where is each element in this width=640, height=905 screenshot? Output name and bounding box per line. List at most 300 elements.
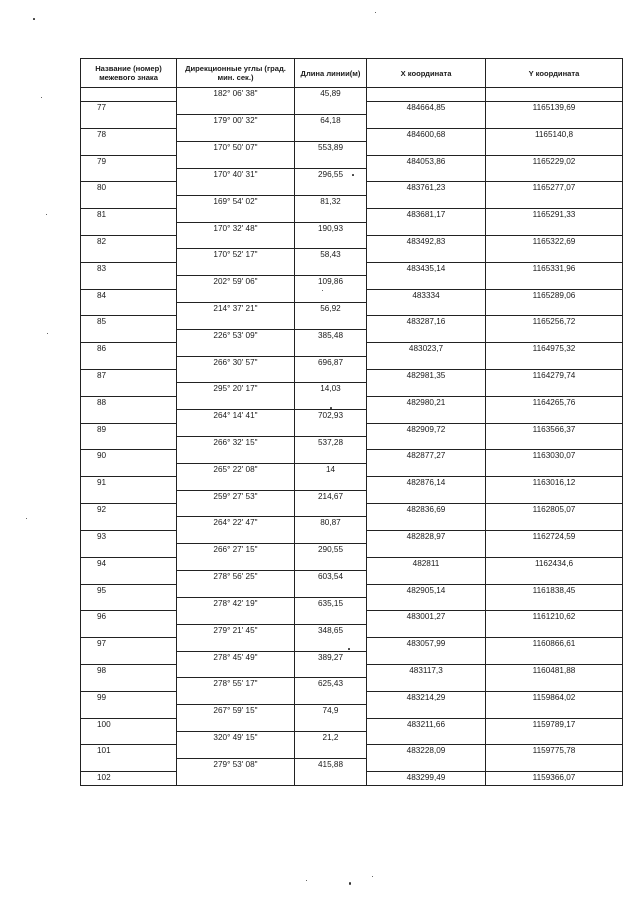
line-length-cell: 603,54 — [295, 571, 367, 584]
empty-cell — [295, 718, 367, 731]
empty-cell — [177, 316, 295, 329]
point-row — [81, 477, 623, 490]
empty-cell — [81, 88, 177, 102]
empty-cell — [486, 490, 623, 503]
line-length-cell: 80,87 — [295, 517, 367, 530]
empty-cell — [295, 557, 367, 570]
y-coordinate-cell: 1163030,07 — [486, 450, 623, 463]
point-row — [81, 530, 623, 543]
x-coordinate-cell: 483299,49 — [367, 772, 486, 786]
segment-row — [81, 571, 623, 584]
empty-cell — [367, 463, 486, 476]
empty-cell — [486, 276, 623, 289]
table-header-row — [81, 59, 623, 88]
empty-cell — [367, 329, 486, 342]
empty-cell — [367, 276, 486, 289]
direction-angle-cell: 170° 32' 48" — [177, 222, 295, 235]
scan-speck — [375, 12, 376, 13]
point-row — [81, 316, 623, 329]
point-name-cell: 90 — [81, 450, 177, 463]
empty-cell — [367, 544, 486, 557]
point-row — [81, 584, 623, 597]
point-name-cell: 91 — [81, 477, 177, 490]
empty-cell — [177, 638, 295, 651]
empty-cell — [177, 530, 295, 543]
scan-speck — [349, 882, 351, 885]
y-coordinate-cell: 1164279,74 — [486, 370, 623, 383]
empty-cell — [295, 477, 367, 490]
x-coordinate-cell: 483117,3 — [367, 664, 486, 677]
line-length-cell: 415,88 — [295, 758, 367, 771]
line-length-cell: 696,87 — [295, 356, 367, 369]
point-name-cell: 82 — [81, 235, 177, 248]
empty-cell — [367, 115, 486, 128]
x-coordinate-cell: 484053,86 — [367, 155, 486, 168]
scan-speck — [33, 18, 35, 20]
x-coordinate-cell: 483057,99 — [367, 638, 486, 651]
empty-cell — [177, 477, 295, 490]
point-row — [81, 423, 623, 436]
x-coordinate-cell: 483334 — [367, 289, 486, 302]
header-point-name: Название (номер) межевого знака — [81, 59, 177, 88]
empty-cell — [486, 142, 623, 155]
point-name-cell: 102 — [81, 772, 177, 786]
point-name-cell: 101 — [81, 745, 177, 758]
empty-cell — [177, 745, 295, 758]
empty-cell — [177, 396, 295, 409]
scan-speck — [41, 97, 42, 98]
empty-cell — [177, 182, 295, 195]
empty-cell — [367, 758, 486, 771]
y-coordinate-cell: 1165289,06 — [486, 289, 623, 302]
empty-cell — [177, 235, 295, 248]
point-row — [81, 396, 623, 409]
empty-cell — [367, 356, 486, 369]
y-coordinate-cell: 1164265,76 — [486, 396, 623, 409]
x-coordinate-cell: 483001,27 — [367, 611, 486, 624]
empty-cell — [177, 423, 295, 436]
empty-cell — [486, 463, 623, 476]
line-length-cell: 385,48 — [295, 329, 367, 342]
empty-cell — [177, 557, 295, 570]
y-coordinate-cell: 1165140,8 — [486, 128, 623, 141]
empty-cell — [486, 356, 623, 369]
point-row — [81, 155, 623, 168]
segment-row — [81, 651, 623, 664]
empty-cell — [367, 88, 486, 102]
point-name-cell: 94 — [81, 557, 177, 570]
point-row — [81, 128, 623, 141]
y-coordinate-cell: 1165322,69 — [486, 235, 623, 248]
empty-cell — [295, 772, 367, 786]
line-length-cell: 190,93 — [295, 222, 367, 235]
y-coordinate-cell: 1159775,78 — [486, 745, 623, 758]
empty-cell — [367, 624, 486, 637]
empty-cell — [177, 450, 295, 463]
empty-cell — [367, 678, 486, 691]
empty-cell — [177, 262, 295, 275]
point-row — [81, 638, 623, 651]
x-coordinate-cell: 484664,85 — [367, 101, 486, 114]
line-length-cell: 14 — [295, 463, 367, 476]
empty-cell — [177, 289, 295, 302]
empty-cell — [295, 235, 367, 248]
empty-cell — [367, 410, 486, 423]
y-coordinate-cell: 1165256,72 — [486, 316, 623, 329]
point-name-cell: 97 — [81, 638, 177, 651]
empty-cell — [295, 316, 367, 329]
point-row — [81, 691, 623, 704]
y-coordinate-cell: 1161838,45 — [486, 584, 623, 597]
empty-cell — [367, 249, 486, 262]
empty-cell — [367, 222, 486, 235]
empty-cell — [177, 772, 295, 786]
empty-cell — [486, 329, 623, 342]
segment-row — [81, 329, 623, 342]
empty-cell — [81, 678, 177, 691]
y-coordinate-cell: 1165139,69 — [486, 101, 623, 114]
scan-speck — [46, 214, 47, 215]
y-coordinate-cell: 1165331,96 — [486, 262, 623, 275]
direction-angle-cell: 266° 32' 15" — [177, 437, 295, 450]
x-coordinate-cell: 482836,69 — [367, 504, 486, 517]
segment-row — [81, 437, 623, 450]
x-coordinate-cell: 482877,27 — [367, 450, 486, 463]
x-coordinate-cell: 482905,14 — [367, 584, 486, 597]
direction-angle-cell: 170° 50' 07" — [177, 142, 295, 155]
y-coordinate-cell: 1159789,17 — [486, 718, 623, 731]
point-name-cell: 87 — [81, 370, 177, 383]
empty-cell — [367, 168, 486, 181]
empty-cell — [486, 705, 623, 718]
direction-angle-cell: 279° 53' 08" — [177, 758, 295, 771]
direction-angle-cell: 179° 00' 32" — [177, 115, 295, 128]
segment-row — [81, 544, 623, 557]
point-row — [81, 235, 623, 248]
boundary-coordinates-table — [80, 58, 623, 786]
point-row — [81, 557, 623, 570]
empty-cell — [81, 302, 177, 315]
direction-angle-cell: 170° 40' 31" — [177, 168, 295, 181]
point-name-cell: 98 — [81, 664, 177, 677]
line-length-cell: 14,03 — [295, 383, 367, 396]
empty-cell — [81, 517, 177, 530]
line-length-cell: 56,92 — [295, 302, 367, 315]
empty-cell — [367, 383, 486, 396]
empty-cell — [81, 624, 177, 637]
direction-angle-cell: 278° 56' 25" — [177, 571, 295, 584]
line-length-cell: 21,2 — [295, 731, 367, 744]
y-coordinate-cell: 1163016,12 — [486, 477, 623, 490]
direction-angle-cell: 182° 06' 38" — [177, 88, 295, 102]
direction-angle-cell: 170° 52' 17" — [177, 249, 295, 262]
empty-cell — [81, 329, 177, 342]
empty-cell — [295, 638, 367, 651]
segment-row — [81, 490, 623, 503]
point-row — [81, 209, 623, 222]
point-name-cell: 86 — [81, 343, 177, 356]
empty-cell — [81, 115, 177, 128]
y-coordinate-cell: 1165277,07 — [486, 182, 623, 195]
point-row — [81, 745, 623, 758]
line-length-cell: 109,86 — [295, 276, 367, 289]
empty-cell — [486, 437, 623, 450]
scan-speck — [26, 518, 27, 519]
empty-cell — [295, 343, 367, 356]
empty-cell — [295, 423, 367, 436]
direction-angle-cell: 295° 20' 17" — [177, 383, 295, 396]
table-body — [81, 88, 623, 786]
x-coordinate-cell: 482811 — [367, 557, 486, 570]
empty-cell — [367, 705, 486, 718]
line-length-cell: 290,55 — [295, 544, 367, 557]
point-name-cell: 81 — [81, 209, 177, 222]
empty-cell — [295, 396, 367, 409]
header-y-coordinate: Y координата — [486, 59, 623, 88]
empty-cell — [177, 209, 295, 222]
empty-cell — [81, 410, 177, 423]
x-coordinate-cell: 483492,83 — [367, 235, 486, 248]
scan-speck — [306, 880, 307, 881]
segment-row — [81, 383, 623, 396]
empty-cell — [486, 597, 623, 610]
empty-cell — [295, 128, 367, 141]
empty-cell — [295, 504, 367, 517]
empty-cell — [81, 544, 177, 557]
empty-cell — [295, 584, 367, 597]
direction-angle-cell: 279° 21' 45" — [177, 624, 295, 637]
segment-row — [81, 276, 623, 289]
header-line-length: Длина линии(м) — [295, 59, 367, 88]
segment-row — [81, 168, 623, 181]
x-coordinate-cell: 482981,35 — [367, 370, 486, 383]
empty-cell — [81, 597, 177, 610]
line-length-cell: 74,9 — [295, 705, 367, 718]
segment-row — [81, 222, 623, 235]
line-length-cell: 389,27 — [295, 651, 367, 664]
empty-cell — [295, 691, 367, 704]
empty-cell — [486, 678, 623, 691]
empty-cell — [486, 544, 623, 557]
empty-cell — [295, 530, 367, 543]
point-name-cell: 78 — [81, 128, 177, 141]
point-row — [81, 182, 623, 195]
x-coordinate-cell: 483023,7 — [367, 343, 486, 356]
x-coordinate-cell: 482909,72 — [367, 423, 486, 436]
point-name-cell: 85 — [81, 316, 177, 329]
segment-row — [81, 624, 623, 637]
empty-cell — [486, 758, 623, 771]
direction-angle-cell: 278° 55' 17" — [177, 678, 295, 691]
point-name-cell: 100 — [81, 718, 177, 731]
y-coordinate-cell: 1159366,07 — [486, 772, 623, 786]
empty-cell — [295, 155, 367, 168]
direction-angle-cell: 278° 42' 19" — [177, 597, 295, 610]
point-name-cell: 80 — [81, 182, 177, 195]
line-length-cell: 296,55 — [295, 168, 367, 181]
empty-cell — [177, 691, 295, 704]
line-length-cell: 537,28 — [295, 437, 367, 450]
empty-cell — [81, 490, 177, 503]
empty-cell — [367, 195, 486, 208]
x-coordinate-cell: 483435,14 — [367, 262, 486, 275]
empty-cell — [177, 718, 295, 731]
point-name-cell: 84 — [81, 289, 177, 302]
empty-cell — [486, 651, 623, 664]
empty-cell — [81, 731, 177, 744]
empty-cell — [295, 664, 367, 677]
point-name-cell: 77 — [81, 101, 177, 114]
direction-angle-cell: 169° 54' 02" — [177, 195, 295, 208]
point-row — [81, 611, 623, 624]
empty-cell — [81, 168, 177, 181]
header-x-coordinate: X координата — [367, 59, 486, 88]
x-coordinate-cell: 482876,14 — [367, 477, 486, 490]
segment-row — [81, 302, 623, 315]
x-coordinate-cell: 483287,16 — [367, 316, 486, 329]
line-length-cell: 348,65 — [295, 624, 367, 637]
empty-cell — [81, 705, 177, 718]
point-row — [81, 718, 623, 731]
y-coordinate-cell: 1160866,61 — [486, 638, 623, 651]
empty-cell — [486, 731, 623, 744]
point-name-cell: 93 — [81, 530, 177, 543]
empty-cell — [81, 463, 177, 476]
scan-speck — [47, 333, 48, 334]
empty-cell — [295, 370, 367, 383]
point-row — [81, 450, 623, 463]
segment-row — [81, 115, 623, 128]
segment-row — [81, 88, 623, 102]
empty-cell — [177, 664, 295, 677]
y-coordinate-cell: 1165229,02 — [486, 155, 623, 168]
line-length-cell: 625,43 — [295, 678, 367, 691]
direction-angle-cell: 266° 27' 15" — [177, 544, 295, 557]
y-coordinate-cell: 1162805,07 — [486, 504, 623, 517]
empty-cell — [177, 155, 295, 168]
empty-cell — [81, 249, 177, 262]
x-coordinate-cell: 483761,23 — [367, 182, 486, 195]
direction-angle-cell: 264° 14' 41" — [177, 410, 295, 423]
empty-cell — [367, 651, 486, 664]
x-coordinate-cell: 483228,09 — [367, 745, 486, 758]
x-coordinate-cell: 482980,21 — [367, 396, 486, 409]
point-row — [81, 262, 623, 275]
point-row — [81, 504, 623, 517]
point-row — [81, 343, 623, 356]
empty-cell — [177, 343, 295, 356]
segment-row — [81, 195, 623, 208]
point-row — [81, 772, 623, 786]
empty-cell — [486, 222, 623, 235]
point-name-cell: 95 — [81, 584, 177, 597]
y-coordinate-cell: 1164975,32 — [486, 343, 623, 356]
line-length-cell: 58,43 — [295, 249, 367, 262]
line-length-cell: 635,15 — [295, 597, 367, 610]
empty-cell — [486, 88, 623, 102]
point-name-cell: 96 — [81, 611, 177, 624]
segment-row — [81, 463, 623, 476]
x-coordinate-cell: 483211,66 — [367, 718, 486, 731]
empty-cell — [177, 611, 295, 624]
point-row — [81, 370, 623, 383]
x-coordinate-cell: 484600,68 — [367, 128, 486, 141]
y-coordinate-cell: 1162434,6 — [486, 557, 623, 570]
empty-cell — [81, 758, 177, 771]
direction-angle-cell: 264° 22' 47" — [177, 517, 295, 530]
empty-cell — [486, 517, 623, 530]
x-coordinate-cell: 483681,17 — [367, 209, 486, 222]
point-row — [81, 101, 623, 114]
line-length-cell: 64,18 — [295, 115, 367, 128]
point-name-cell: 79 — [81, 155, 177, 168]
point-name-cell: 89 — [81, 423, 177, 436]
empty-cell — [177, 101, 295, 114]
direction-angle-cell: 202° 59' 06" — [177, 276, 295, 289]
empty-cell — [486, 195, 623, 208]
point-row — [81, 289, 623, 302]
segment-row — [81, 597, 623, 610]
empty-cell — [295, 611, 367, 624]
empty-cell — [295, 101, 367, 114]
empty-cell — [367, 437, 486, 450]
empty-cell — [81, 276, 177, 289]
empty-cell — [486, 571, 623, 584]
empty-cell — [295, 289, 367, 302]
x-coordinate-cell: 482828,97 — [367, 530, 486, 543]
empty-cell — [295, 450, 367, 463]
line-length-cell: 214,67 — [295, 490, 367, 503]
empty-cell — [177, 504, 295, 517]
direction-angle-cell: 266° 30' 57" — [177, 356, 295, 369]
empty-cell — [486, 383, 623, 396]
y-coordinate-cell: 1161210,62 — [486, 611, 623, 624]
empty-cell — [177, 128, 295, 141]
point-name-cell: 92 — [81, 504, 177, 517]
y-coordinate-cell: 1165291,33 — [486, 209, 623, 222]
line-length-cell: 45,89 — [295, 88, 367, 102]
empty-cell — [367, 490, 486, 503]
segment-row — [81, 758, 623, 771]
line-length-cell: 702,93 — [295, 410, 367, 423]
y-coordinate-cell: 1163566,37 — [486, 423, 623, 436]
empty-cell — [367, 571, 486, 584]
empty-cell — [295, 745, 367, 758]
empty-cell — [81, 437, 177, 450]
point-name-cell: 99 — [81, 691, 177, 704]
empty-cell — [295, 182, 367, 195]
empty-cell — [81, 195, 177, 208]
empty-cell — [177, 370, 295, 383]
empty-cell — [367, 302, 486, 315]
y-coordinate-cell: 1162724,59 — [486, 530, 623, 543]
y-coordinate-cell: 1160481,88 — [486, 664, 623, 677]
segment-row — [81, 142, 623, 155]
scan-speck — [372, 876, 373, 877]
empty-cell — [486, 168, 623, 181]
segment-row — [81, 410, 623, 423]
empty-cell — [177, 584, 295, 597]
point-name-cell: 83 — [81, 262, 177, 275]
empty-cell — [486, 624, 623, 637]
direction-angle-cell: 259° 27' 53" — [177, 490, 295, 503]
point-row — [81, 664, 623, 677]
segment-row — [81, 249, 623, 262]
point-name-cell: 88 — [81, 396, 177, 409]
direction-angle-cell: 278° 45' 49" — [177, 651, 295, 664]
empty-cell — [486, 302, 623, 315]
empty-cell — [367, 517, 486, 530]
